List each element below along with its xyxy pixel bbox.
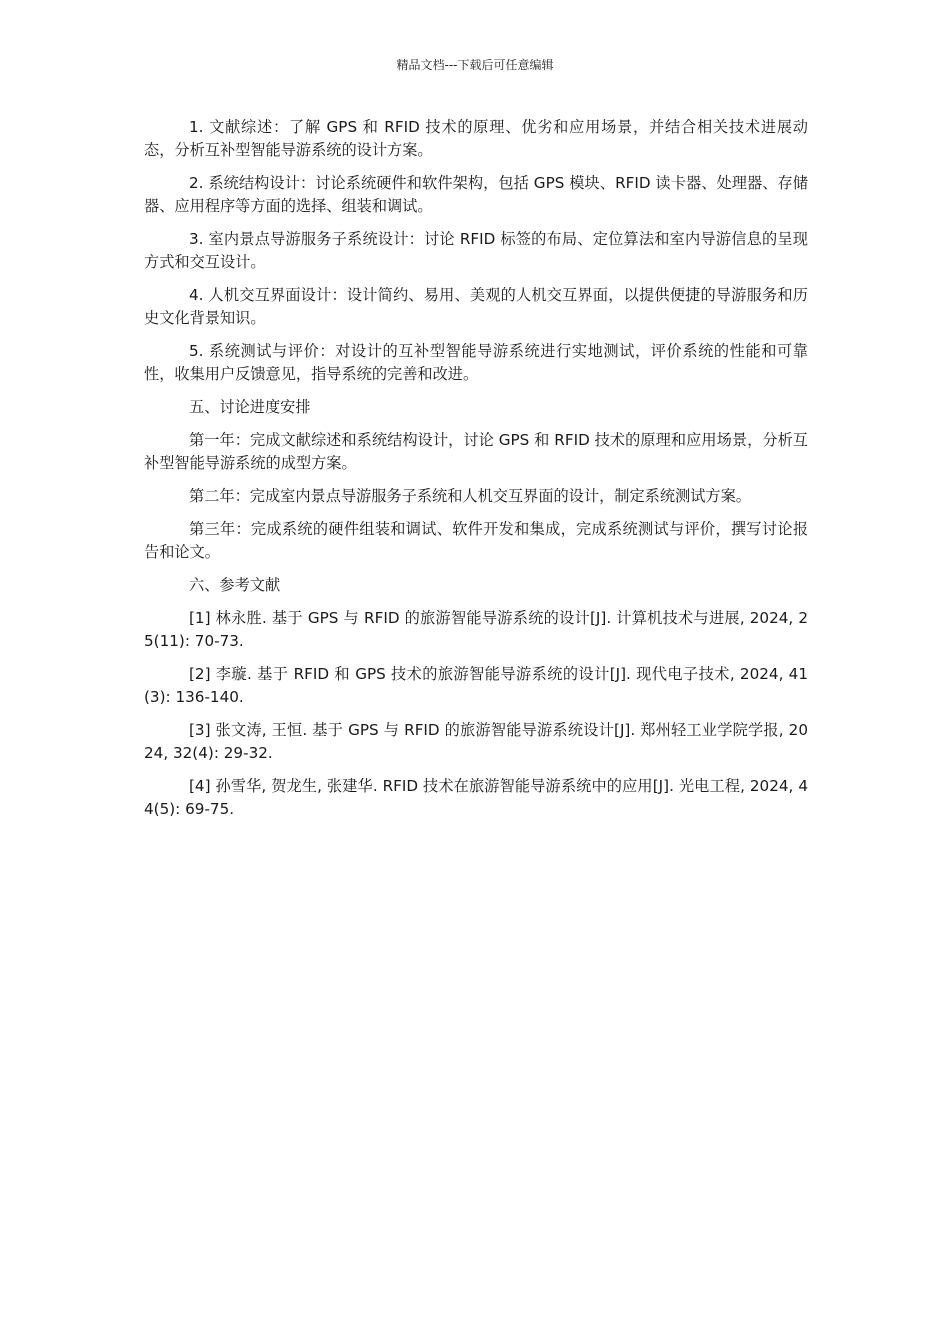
research-item-2: 2. 系统结构设计：讨论系统硬件和软件架构，包括 GPS 模块、RFID 读卡器、处理器、存储器、应用程序等方面的选择、组装和调试。	[144, 174, 808, 215]
reference-4: [4] 孙雪华, 贺龙生, 张建华. RFID 技术在旅游智能导游系统中的应用[J]. 光电工程, 2024, 44(5): 69-75.	[144, 777, 808, 818]
document-body	[144, 116, 808, 831]
reference-2: [2] 李璇. 基于 RFID 和 GPS 技术的旅游智能导游系统的设计[J]. 现代电子技术, 2024, 41(3): 136-140.	[144, 665, 808, 706]
research-item-4: 4. 人机交互界面设计：设计简约、易用、美观的人机交互界面，以提供便捷的导游服务和历史文化背景知识。	[144, 286, 808, 327]
schedule-year-3: 第三年：完成系统的硬件组装和调试、软件开发和集成，完成系统测试与评价，撰写讨论报告和论文。	[144, 520, 808, 561]
page-header: 精品文档---下载后可任意编辑	[396, 58, 554, 72]
reference-1: [1] 林永胜. 基于 GPS 与 RFID 的旅游智能导游系统的设计[J]. 计算机技术与进展, 2024, 25(11): 70-73.	[144, 609, 808, 650]
research-item-5: 5. 系统测试与评价：对设计的互补型智能导游系统进行实地测试，评价系统的性能和可靠性，收集用户反馈意见，指导系统的完善和改进。	[144, 342, 808, 383]
schedule-year-1: 第一年：完成文献综述和系统结构设计，讨论 GPS 和 RFID 技术的原理和应用场景，分析互补型智能导游系统的成型方案。	[144, 431, 808, 472]
schedule-heading: 五、讨论进度安排	[189, 398, 311, 416]
schedule-year-2: 第二年：完成室内景点导游服务子系统和人机交互界面的设计，制定系统测试方案。	[189, 487, 751, 505]
research-item-1: 1. 文献综述：了解 GPS 和 RFID 技术的原理、优劣和应用场景，并结合相关技术进展动态，分析互补型智能导游系统的设计方案。	[144, 118, 808, 159]
references-heading: 六、参考文献	[189, 576, 281, 594]
research-item-3: 3. 室内景点导游服务子系统设计：讨论 RFID 标签的布局、定位算法和室内导游信息的呈现方式和交互设计。	[144, 230, 808, 271]
reference-3: [3] 张文涛, 王恒. 基于 GPS 与 RFID 的旅游智能导游系统设计[J]. 郑州轻工业学院学报, 2024, 32(4): 29-32.	[144, 721, 808, 762]
